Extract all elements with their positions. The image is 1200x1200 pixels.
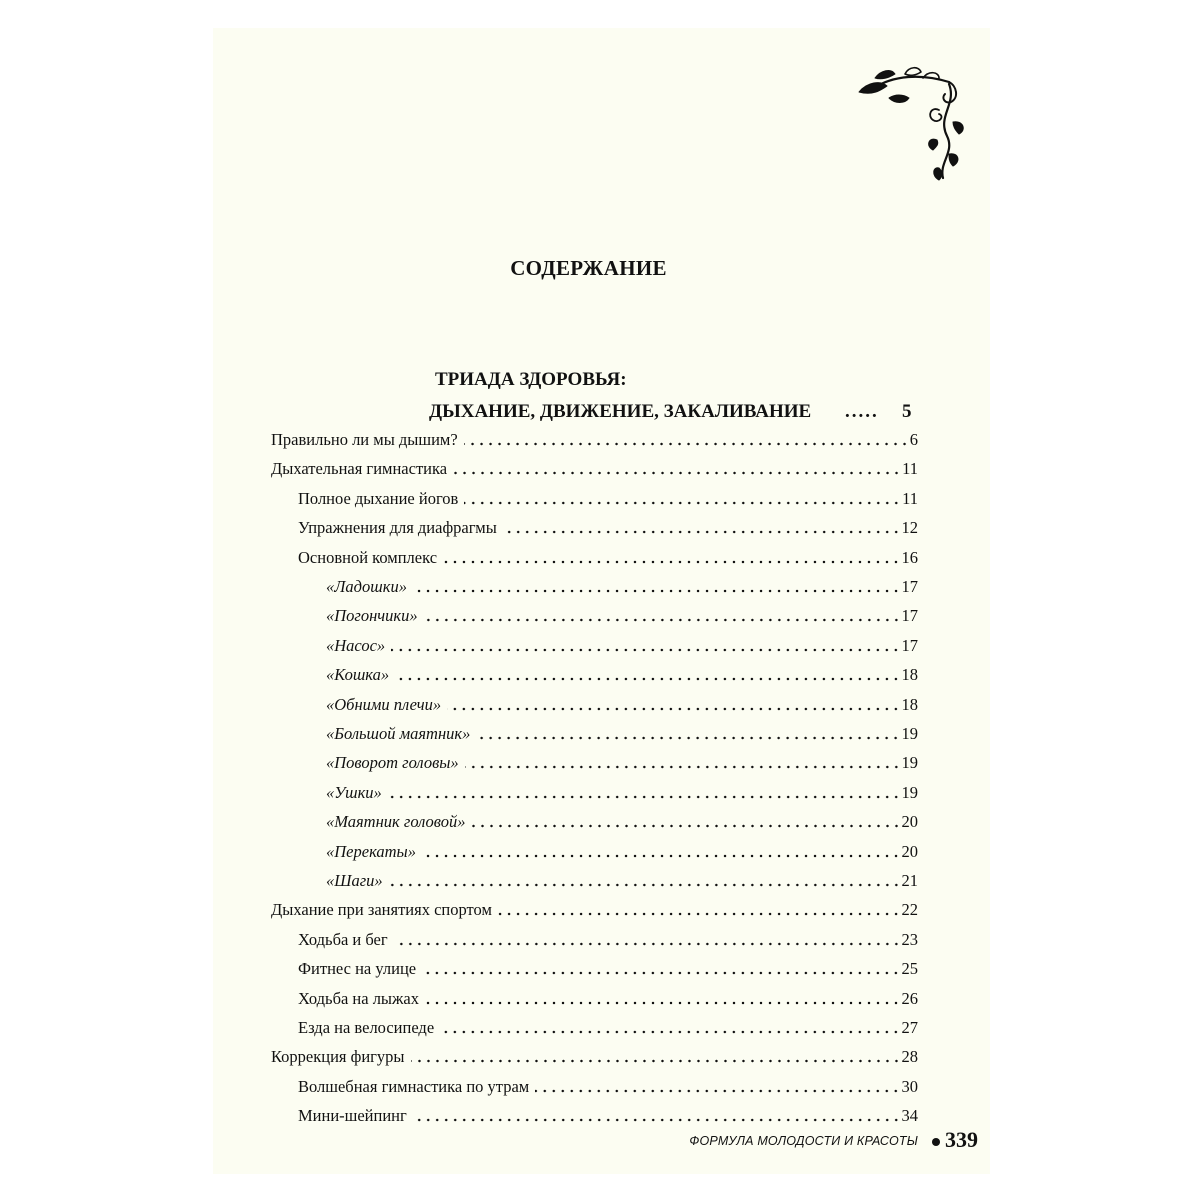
- toc-entry[interactable]: [326, 808, 918, 836]
- bullet-separator-icon: [932, 1138, 940, 1146]
- toc-entry[interactable]: [326, 691, 918, 719]
- toc-entry-label: «Погончики»: [326, 606, 418, 625]
- running-title: ФОРМУЛА МОЛОДОСТИ И КРАСОТЫ: [689, 1134, 918, 1148]
- toc-entry-page-number: 19: [901, 783, 918, 802]
- toc-entry-label: Упражнения для диафрагмы: [298, 518, 497, 537]
- toc-entry[interactable]: [298, 544, 918, 572]
- toc-leader-dots: [535, 1089, 900, 1093]
- toc-leader-dots: [443, 560, 900, 564]
- toc-entry[interactable]: [298, 514, 918, 542]
- toc-entry[interactable]: [271, 426, 918, 454]
- toc-leader-dots: [413, 589, 901, 593]
- toc-entry[interactable]: [298, 955, 918, 983]
- toc-entry-page-number: 17: [901, 606, 918, 625]
- toc-entry[interactable]: [298, 1014, 918, 1042]
- section-title-line-2: ДЫХАНИЕ, ДВИЖЕНИЕ, ЗАКАЛИВАНИЕ: [429, 401, 812, 422]
- toc-entry-label: «Большой маятник»: [326, 724, 471, 743]
- toc-entry[interactable]: [326, 632, 918, 660]
- toc-entry-page-number: 20: [901, 812, 918, 831]
- toc-entry-label: «Маятник головой»: [326, 812, 466, 831]
- toc-entry-page-number: 18: [901, 665, 918, 684]
- toc-entry-page-number: 21: [901, 871, 918, 890]
- toc-entry-label: Дыхание при занятиях спортом: [271, 900, 492, 919]
- toc-leader-dots: [464, 442, 909, 446]
- table-of-contents: [213, 28, 990, 1128]
- page-title-text: СОДЕРЖАНИЕ: [510, 256, 667, 280]
- toc-entry-page-number: 17: [901, 636, 918, 655]
- toc-entry-page-number: 27: [901, 1018, 918, 1037]
- toc-entry-page-number: 23: [901, 930, 918, 949]
- toc-leader-dots: [424, 618, 901, 622]
- toc-entry-label: Правильно ли мы дышим?: [271, 430, 458, 449]
- section-page-number: 5: [902, 401, 912, 422]
- section-title-line-1: ТРИАДА ЗДОРОВЬЯ:: [435, 369, 627, 390]
- toc-entry-page-number: 6: [909, 430, 918, 449]
- toc-entry-page-number: 18: [901, 695, 918, 714]
- toc-leader-dots: [465, 765, 901, 769]
- toc-entry[interactable]: [326, 749, 918, 777]
- toc-entry[interactable]: [326, 838, 918, 866]
- toc-leader-dots: [422, 854, 901, 858]
- toc-entry-page-number: 20: [901, 842, 918, 861]
- toc-leader-dots: [391, 648, 900, 652]
- toc-entry-label: «Шаги»: [326, 871, 383, 890]
- toc-entry[interactable]: [271, 896, 918, 924]
- toc-entry[interactable]: [326, 779, 918, 807]
- toc-entry-label: Волшебная гимнастика по утрам: [298, 1077, 530, 1096]
- toc-entry-page-number: 11: [902, 459, 918, 478]
- toc-entry-page-number: 12: [901, 518, 918, 537]
- toc-entry-label: Полное дыхание йогов: [298, 489, 459, 508]
- toc-entry-page-number: 22: [901, 900, 918, 919]
- toc-entry-label: «Насос»: [326, 636, 386, 655]
- page-footer: [213, 1126, 990, 1156]
- toc-entry-page-number: 30: [901, 1077, 918, 1096]
- toc-leader-dots: [388, 795, 901, 799]
- toc-entry[interactable]: [326, 661, 918, 689]
- toc-entry-label: Фитнес на улице: [298, 959, 417, 978]
- toc-entry-label: Коррекция фигуры: [271, 1047, 405, 1066]
- toc-leader-dots: [425, 1001, 901, 1005]
- book-page: [213, 28, 990, 1174]
- toc-leader-dots: [440, 1030, 900, 1034]
- section-leader-dots: .....: [845, 401, 879, 422]
- toc-entry[interactable]: [298, 926, 918, 954]
- toc-leader-dots: [498, 912, 901, 916]
- toc-leader-dots: [411, 1059, 901, 1063]
- toc-entry[interactable]: [326, 720, 918, 748]
- toc-entry-label: «Поворот головы»: [326, 753, 459, 772]
- toc-entry-page-number: 11: [902, 489, 918, 508]
- toc-leader-dots: [447, 707, 900, 711]
- toc-leader-dots: [395, 677, 900, 681]
- toc-leader-dots: [476, 736, 900, 740]
- folio-page-number: 339: [945, 1127, 978, 1152]
- toc-entry-page-number: 26: [901, 989, 918, 1008]
- toc-leader-dots: [422, 971, 900, 975]
- toc-entry-label: Мини-шейпинг: [298, 1106, 407, 1125]
- toc-entry-page-number: 16: [901, 548, 918, 567]
- toc-entry[interactable]: [271, 1043, 918, 1071]
- toc-entry-page-number: 34: [901, 1106, 918, 1125]
- toc-entry[interactable]: [298, 485, 918, 513]
- toc-entry-label: «Обними плечи»: [326, 695, 442, 714]
- toc-entry-label: Ходьба на лыжах: [298, 989, 419, 1008]
- toc-entry[interactable]: [298, 1073, 918, 1101]
- toc-leader-dots: [472, 824, 901, 828]
- toc-entry[interactable]: [271, 455, 918, 483]
- toc-entry-label: Основной комплекс: [298, 548, 438, 567]
- toc-entry-label: «Перекаты»: [326, 842, 416, 861]
- toc-entry[interactable]: [326, 602, 918, 630]
- toc-leader-dots: [394, 942, 901, 946]
- toc-entry-label: «Кошка»: [326, 665, 390, 684]
- toc-entry[interactable]: [326, 573, 918, 601]
- toc-leader-dots: [413, 1118, 901, 1122]
- toc-entry-label: Езда на велосипеде: [298, 1018, 435, 1037]
- toc-entry[interactable]: [298, 985, 918, 1013]
- toc-entry-page-number: 19: [901, 724, 918, 743]
- toc-entry-label: «Ладошки»: [326, 577, 407, 596]
- toc-entry[interactable]: [326, 867, 918, 895]
- toc-entry-label: «Ушки»: [326, 783, 382, 802]
- toc-entry-page-number: 25: [901, 959, 918, 978]
- toc-leader-dots: [389, 883, 901, 887]
- toc-entry-label: Дыхательная гимнастика: [271, 459, 448, 478]
- toc-leader-dots: [464, 501, 901, 505]
- toc-entry-page-number: 19: [901, 753, 918, 772]
- toc-leader-dots: [453, 471, 901, 475]
- toc-entry-label: Ходьба и бег: [298, 930, 388, 949]
- toc-leader-dots: [503, 530, 901, 534]
- toc-entry-page-number: 28: [901, 1047, 918, 1066]
- toc-entry-page-number: 17: [901, 577, 918, 596]
